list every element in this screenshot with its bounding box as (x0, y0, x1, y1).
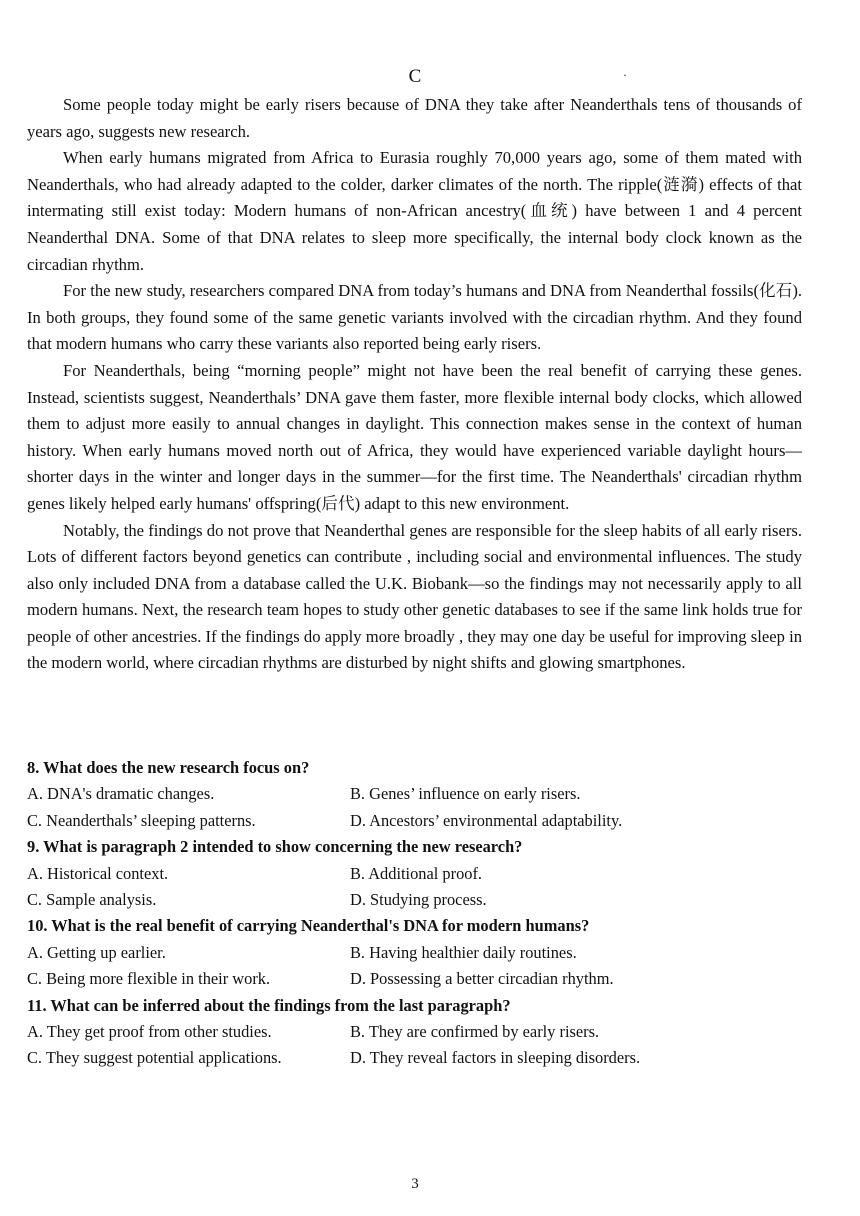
option-row (27, 1019, 807, 1045)
option-row (27, 940, 807, 966)
option-row (27, 808, 807, 834)
option-a: A. They get proof from other studies. (27, 1022, 272, 1042)
question-stem: 9. What is paragraph 2 intended to show concerning the new research? (27, 837, 523, 857)
passage-paragraph-1: Some people today might be early risers because of DNA they take after Neanderthals tens of thousands of years ago, suggests new research. (27, 95, 802, 141)
option-b: B. Having healthier daily routines. (350, 942, 577, 962)
reading-passage (27, 92, 802, 677)
option-c: C. They suggest potential applications. (27, 1048, 282, 1068)
question-8 (27, 755, 807, 834)
passage-paragraph-2: When early humans migrated from Africa to Eurasia roughly 70,000 years ago, some of them mated with Neanderthals, who had already adapted to the colder, darker climates of the north. The ripple(涟漪) effects of that intermating still exist today: Modern humans of non-African ancestry(血统) have between 1 and 4 percent Neanderthal DNA. Some of that DNA relates to sleep more specifically, the internal body clock known as the circadian rhythm. (27, 148, 802, 274)
option-row (27, 861, 807, 887)
question-9 (27, 834, 807, 913)
question-11 (27, 993, 807, 1072)
option-row (27, 781, 807, 807)
passage-paragraph-3: For the new study, researchers compared DNA from today’s humans and DNA from Neanderthal fossils(化石). In both groups, they found some of the same genetic variants involved with the circadian rhythm. And they found that modern humans who carry these variants also reported being early risers. (27, 281, 802, 354)
option-row (27, 966, 807, 992)
question-stem: 10. What is the real benefit of carrying Neanderthal's DNA for modern humans? (27, 916, 590, 936)
passage-paragraph-4: For Neanderthals, being “morning people” might not have been the real benefit of carrying these genes. Instead, scientists suggest, Neanderthals’ DNA gave them faster, more flexible internal body clocks, which allowed them to adjust more easily to annual changes in daylight. This connection makes sense in the context of human history. When early humans moved north out of Africa, they would have experienced variable daylight hours—shorter days in the winter and longer days in the summer—for the first time. The Neanderthals' circadian rhythm genes likely helped early humans' offspring(后代) adapt to this new environment. (27, 360, 802, 513)
question-list (27, 755, 807, 1072)
option-a: A. DNA's dramatic changes. (27, 784, 215, 804)
option-b: B. They are confirmed by early risers. (350, 1022, 600, 1042)
option-c: C. Sample analysis. (27, 890, 157, 910)
option-b: B. Genes’ influence on early risers. (350, 784, 581, 804)
question-10 (27, 913, 807, 992)
option-d: D. They reveal factors in sleeping disorders. (350, 1048, 641, 1068)
option-c: C. Being more flexible in their work. (27, 969, 271, 989)
page-number: 3 (411, 1176, 419, 1192)
option-a: A. Getting up earlier. (27, 942, 166, 962)
question-stem: 11. What can be inferred about the findings from the last paragraph? (27, 995, 511, 1015)
option-d: D. Studying process. (350, 890, 487, 910)
option-b: B. Additional proof. (350, 863, 483, 883)
section-heading: C (408, 66, 422, 87)
option-d: D. Ancestors’ environmental adaptability. (350, 810, 623, 830)
question-stem: 8. What does the new research focus on? (27, 758, 310, 777)
option-d: D. Possessing a better circadian rhythm. (350, 969, 614, 989)
passage-paragraph-5: Notably, the findings do not prove that Neanderthal genes are responsible for the sleep habits of all early risers. Lots of different factors beyond genetics can contribute , including social and environmental influences. The study also only included DNA from a database called the U.K. Biobank—so the findings may not necessarily apply to all modern humans. Next, the research team hopes to study other genetic databases to see if the same link holds true for people of other ancestries. If the findings do apply more broadly , they may one day be useful for improving sleep in the modern world, where circadian rhythms are disturbed by night shifts and glowing smartphones. (27, 520, 802, 673)
option-a: A. Historical context. (27, 863, 169, 883)
option-row (27, 887, 807, 913)
option-row (27, 1045, 807, 1071)
option-c: C. Neanderthals’ sleeping patterns. (27, 810, 256, 830)
corner-dot-mark: · (623, 68, 627, 82)
